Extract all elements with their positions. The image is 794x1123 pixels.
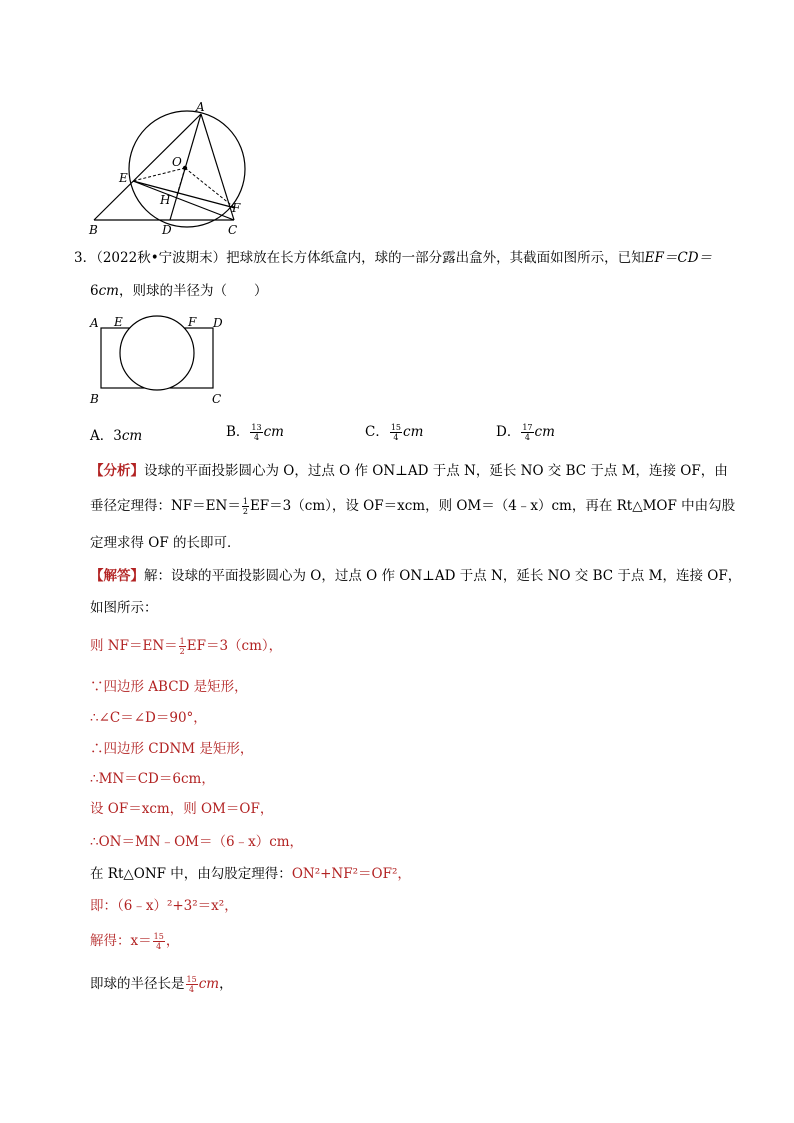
question-text-2a: 6 (90, 283, 99, 299)
label-c: C (212, 392, 222, 406)
fraction: $\frac{15}{4}$ (153, 932, 164, 951)
option-b[interactable]: B． $\frac{13}{4}$ cm (226, 423, 284, 442)
solution-line-9: ∴ON＝MN﹣OM＝（6﹣x）cm， (90, 834, 304, 850)
solution-line-11: 即：（6﹣x）²+3²＝x²， (90, 898, 238, 914)
solution-line-5: ∴∠C＝∠D＝90°， (90, 710, 207, 726)
solution-line-7: ∴MN＝CD＝6cm， (90, 771, 215, 787)
analysis-line-2: 垂径定理得：NF＝EN＝ $\frac{1}{2}$ EF＝3（cm），设 OF＝xcm，则 OM＝（4﹣x）cm，再在 Rt△MOF 中由勾股 (90, 497, 736, 516)
segment-oe-dashed (133, 168, 185, 181)
question-text-2-unit: cm (98, 283, 119, 299)
analysis-line-3: 定理求得 OF 的长即可． (90, 535, 241, 551)
question-text-1: 把球放在长方体纸盒内，球的一部分露出盒外，其截面如图所示，已知 (226, 250, 645, 266)
question-source: （2022秋•宁波期末） (96, 250, 227, 266)
question-number: 3． (74, 250, 97, 266)
option-a[interactable]: A．3cm (90, 428, 143, 444)
solution-line-3: 则 NF＝EN＝ $\frac{1}{2}$ EF＝3（cm）， (90, 637, 283, 656)
option-c[interactable]: C． $\frac{15}{4}$ cm (365, 423, 424, 442)
label-d: D (162, 223, 172, 237)
solution-tag: 【解答】 (90, 568, 144, 584)
option-d[interactable]: D． $\frac{17}{4}$ cm (496, 423, 555, 442)
fraction: $\frac{15}{4}$ (390, 423, 402, 442)
geometry-figure-circle-triangle (85, 98, 260, 238)
ball-circle (120, 316, 194, 390)
label-d: D (213, 316, 223, 330)
label-f: F (188, 315, 197, 329)
solution-line-12: 解得：x＝ $\frac{15}{4}$ ， (90, 932, 180, 951)
solution-line-8: 设 OF＝xcm，则 OM＝OF， (90, 801, 274, 817)
label-c: C (228, 223, 238, 237)
segment-ec (133, 181, 234, 220)
fraction: $\frac{1}{2}$ (242, 497, 248, 516)
analysis-line-1: 【分析】设球的平面投影圆心为 O，过点 O 作 ON⊥AD 于点 N，延长 NO 交 BC 于点 M，连接 OF，由 (90, 463, 728, 479)
label-e: E (119, 171, 128, 185)
solution-line-6: ∴四边形 CDNM 是矩形， (90, 741, 254, 757)
point-o (183, 166, 187, 170)
fraction: $\frac{17}{4}$ (522, 423, 533, 442)
segment-ef (133, 181, 235, 208)
analysis-tag: 【分析】 (90, 463, 144, 479)
label-b: B (90, 392, 99, 406)
label-o: O (172, 155, 182, 169)
solution-line-10: 在 Rt△ONF 中，由勾股定理得：ON²+NF²＝OF²， (90, 866, 411, 882)
question-text-2b: ，则球的半径为（ ） (118, 283, 268, 299)
question-line-1 (74, 249, 712, 267)
label-b: B (89, 223, 98, 237)
label-h: H (160, 193, 171, 207)
label-a: A (196, 100, 205, 114)
question-ef-cd: EF＝CD＝ (644, 250, 713, 266)
solution-line-4: ∵四边形 ABCD 是矩形， (90, 679, 248, 695)
fraction: $\frac{15}{4}$ (186, 975, 197, 994)
fraction: $\frac{1}{2}$ (179, 637, 185, 656)
label-a: A (90, 316, 99, 330)
solution-line-2: 如图所示： (90, 600, 158, 616)
solution-line-1: 【解答】解：设球的平面投影圆心为 O，过点 O 作 ON⊥AD 于点 N，延长 NO 交 BC 于点 M，连接 OF， (90, 568, 742, 584)
question-line-2 (90, 282, 267, 300)
fraction: $\frac{13}{4}$ (251, 423, 262, 442)
solution-line-13: 即球的半径长是 $\frac{15}{4}$ cm， (90, 975, 233, 994)
label-e: E (114, 315, 123, 329)
label-f: F (232, 201, 241, 215)
geometry-figure-box-ball (86, 310, 236, 410)
